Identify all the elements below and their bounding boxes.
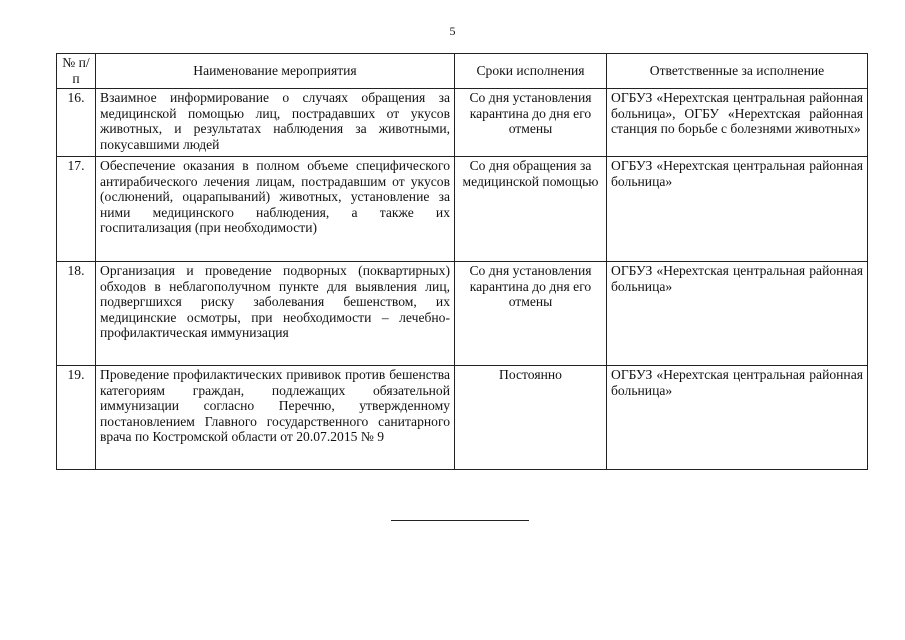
row-event: Организация и проведение подворных (поквартирных) обходов в неблагополучном пункте для выявления лиц, подвергшихся риску заболевания бешенством, их медицинские осмотры, при необходимости – лечебно-профилактическая иммунизация	[96, 262, 455, 366]
table-row	[57, 366, 868, 470]
table-header-row	[57, 54, 868, 89]
row-term: Со дня установления карантина до дня его отмены	[455, 262, 607, 366]
row-number: 19.	[57, 366, 96, 470]
page-number: 5	[449, 24, 456, 38]
row-number: 18.	[57, 262, 96, 366]
row-number: 16.	[57, 89, 96, 157]
closing-rule	[391, 520, 529, 521]
header-term: Сроки исполнения	[455, 54, 607, 89]
row-number: 17.	[57, 157, 96, 262]
header-responsible: Ответственные за исполнение	[607, 54, 868, 89]
row-event: Взаимное информирование о случаях обращения за медицинской помощью лиц, пострадавших от укусов животных, и результатах наблюдения за животными, покусавшими людей	[96, 89, 455, 157]
table-row	[57, 262, 868, 366]
measures-table	[56, 53, 868, 470]
table-row	[57, 89, 868, 157]
header-event: Наименование мероприятия	[96, 54, 455, 89]
table-row	[57, 157, 868, 262]
row-event: Проведение профилактических прививок против бешенства категориям граждан, подлежащих обязательной иммунизации согласно Перечню, утвержденному постановлением Главного государственного санитарного врача по Костромской области от 20.07.2015 № 9	[96, 366, 455, 470]
header-number: № п/п	[57, 54, 96, 89]
row-responsible: ОГБУЗ «Нерехтская центральная районная больница»	[607, 366, 868, 470]
row-term: Со дня установления карантина до дня его отмены	[455, 89, 607, 157]
row-responsible: ОГБУЗ «Нерехтская центральная районная больница»	[607, 157, 868, 262]
row-term: Постоянно	[455, 366, 607, 470]
row-responsible: ОГБУЗ «Нерехтская центральная районная больница»	[607, 262, 868, 366]
row-term: Со дня обращения за медицинской помощью	[455, 157, 607, 262]
row-event: Обеспечение оказания в полном объеме специфического антирабического лечения лицам, пострадавшим от укусов (ослюнений, оцарапываний) животных, установление за ними медицинского наблюдения, а также их госпитализация (при необходимости)	[96, 157, 455, 262]
row-responsible: ОГБУЗ «Нерехтская центральная районная больница», ОГБУ «Нерехтская районная станция по борьбе с болезнями животных»	[607, 89, 868, 157]
